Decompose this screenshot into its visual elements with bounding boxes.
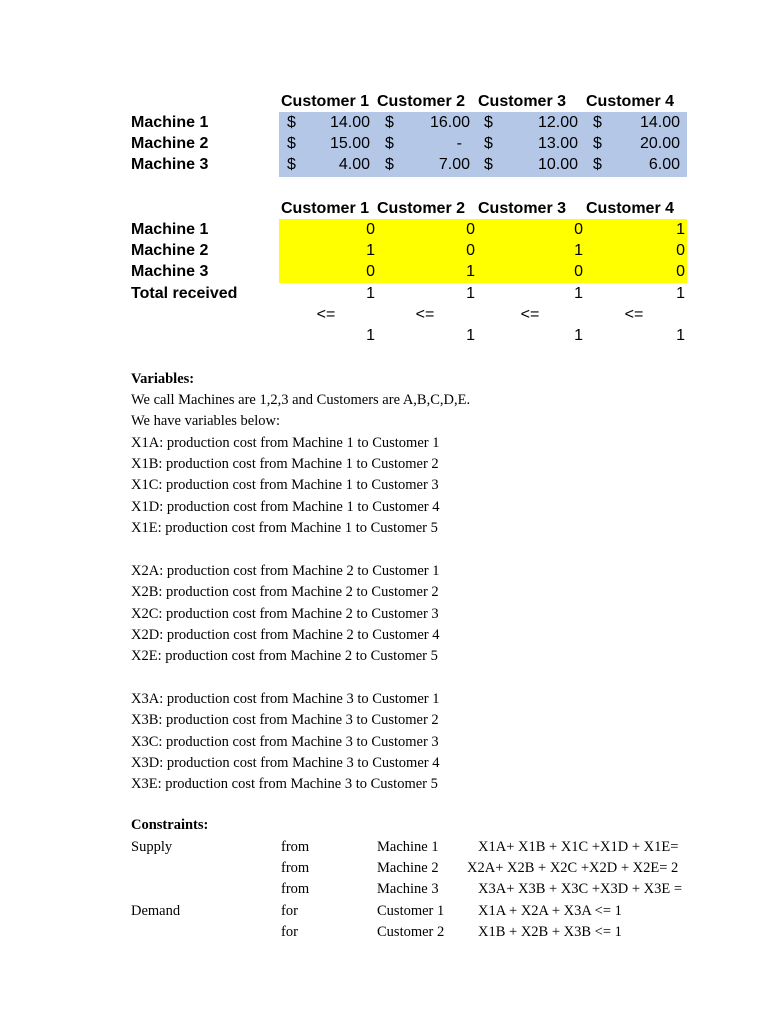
currency-symbol: $ [484,156,493,173]
variable-line: X3C: production cost from Machine 3 to Customer 3 [131,734,439,750]
currency-symbol: $ [385,135,394,152]
decision-cell[interactable]: 1 [366,242,375,259]
limit-value: 1 [574,327,583,344]
operator: <= [520,306,540,323]
constraint-prep: from [281,881,310,897]
constraint-expr: X1A+ X1B + X1C +X1D + X1E= [478,839,679,855]
cost-value: 6.00 [648,156,680,173]
constraint-expr: X1A + X2A + X3A <= 1 [478,903,622,919]
cost-value: 7.00 [438,156,470,173]
col-header: Customer 2 [377,93,466,110]
row-label: Machine 2 [131,135,209,152]
constraint-target: Customer 2 [377,924,445,940]
constraint-target: Machine 3 [377,881,439,897]
constraint-prep: for [281,924,298,940]
decision-cell[interactable]: 0 [574,221,583,238]
cost-value: 14.00 [329,114,370,131]
limit-value: 1 [366,327,375,344]
variable-line: X1C: production cost from Machine 1 to Customer 3 [131,477,439,493]
currency-symbol: $ [385,156,394,173]
decision-cell[interactable]: 1 [466,263,475,280]
variable-line: X2D: production cost from Machine 2 to Customer 4 [131,627,440,643]
cost-value: - [456,135,462,152]
variable-line: X1E: production cost from Machine 1 to Customer 5 [131,520,438,536]
variables-heading: Variables: [131,371,195,387]
constraint-prep: from [281,839,310,855]
currency-symbol: $ [287,114,296,131]
constraint-expr: X1B + X2B + X3B <= 1 [478,924,622,940]
col-header: Customer 3 [478,200,567,217]
variable-line: X3A: production cost from Machine 3 to Customer 1 [131,691,440,707]
cost-value: 16.00 [429,114,470,131]
currency-symbol: $ [593,114,602,131]
constraint-prep: from [281,860,310,876]
cost-value: 14.00 [639,114,680,131]
col-header: Customer 1 [281,200,370,217]
currency-symbol: $ [385,114,394,131]
cost-value: 12.00 [537,114,578,131]
cost-value: 4.00 [338,156,370,173]
decision-cell[interactable]: 0 [574,263,583,280]
limit-value: 1 [676,327,685,344]
cost-value: 15.00 [329,135,370,152]
total-value: 1 [676,285,685,302]
total-label: Total received [131,285,238,302]
col-header: Customer 2 [377,200,466,217]
variable-line: X2A: production cost from Machine 2 to Customer 1 [131,563,440,579]
constraint-type: Supply [131,839,173,855]
cost-value: 13.00 [537,135,578,152]
decision-cell[interactable]: 0 [366,221,375,238]
currency-symbol: $ [484,135,493,152]
decision-cell[interactable]: 1 [676,221,685,238]
decision-cell[interactable]: 0 [466,242,475,259]
operator: <= [624,306,644,323]
constraint-target: Machine 2 [377,860,439,876]
currency-symbol: $ [593,135,602,152]
constraint-expr: X2A+ X2B + X2C +X2D + X2E= 2 [467,860,679,876]
decision-cell[interactable]: 1 [574,242,583,259]
variable-line: X2E: production cost from Machine 2 to Customer 5 [131,648,438,664]
variable-line: X3E: production cost from Machine 3 to Customer 5 [131,776,438,792]
total-value: 1 [366,285,375,302]
row-label: Machine 1 [131,221,209,238]
cost-value: 10.00 [537,156,578,173]
row-label: Machine 3 [131,263,209,280]
currency-symbol: $ [484,114,493,131]
variables-intro: We have variables below: [131,413,281,429]
currency-symbol: $ [287,156,296,173]
row-label: Machine 2 [131,242,209,259]
col-header: Customer 3 [478,93,567,110]
variable-line: X2B: production cost from Machine 2 to Customer 2 [131,584,439,600]
col-header: Customer 4 [586,93,675,110]
total-value: 1 [574,285,583,302]
variables-intro: We call Machines are 1,2,3 and Customers are A,B,C,D,E. [131,392,471,408]
variable-line: X3B: production cost from Machine 3 to Customer 2 [131,712,439,728]
currency-symbol: $ [593,156,602,173]
cost-value: 20.00 [639,135,680,152]
variable-line: X1B: production cost from Machine 1 to Customer 2 [131,456,439,472]
constraint-type: Demand [131,903,181,919]
constraint-prep: for [281,903,298,919]
operator: <= [415,306,435,323]
operator: <= [316,306,336,323]
constraint-target: Customer 1 [377,903,445,919]
col-header: Customer 4 [586,200,675,217]
constraints-heading: Constraints: [131,817,209,833]
decision-cell[interactable]: 0 [466,221,475,238]
decision-cell[interactable]: 0 [366,263,375,280]
decision-cell[interactable]: 0 [676,263,685,280]
variable-line: X1A: production cost from Machine 1 to Customer 1 [131,435,440,451]
col-header: Customer 1 [281,93,370,110]
variable-line: X1D: production cost from Machine 1 to Customer 4 [131,499,440,515]
currency-symbol: $ [287,135,296,152]
total-value: 1 [466,285,475,302]
row-label: Machine 1 [131,114,209,131]
constraint-target: Machine 1 [377,839,439,855]
variable-line: X2C: production cost from Machine 2 to Customer 3 [131,606,439,622]
decision-cell[interactable]: 0 [676,242,685,259]
variable-line: X3D: production cost from Machine 3 to Customer 4 [131,755,440,771]
limit-value: 1 [466,327,475,344]
constraint-expr: X3A+ X3B + X3C +X3D + X3E = [478,881,683,897]
row-label: Machine 3 [131,156,209,173]
